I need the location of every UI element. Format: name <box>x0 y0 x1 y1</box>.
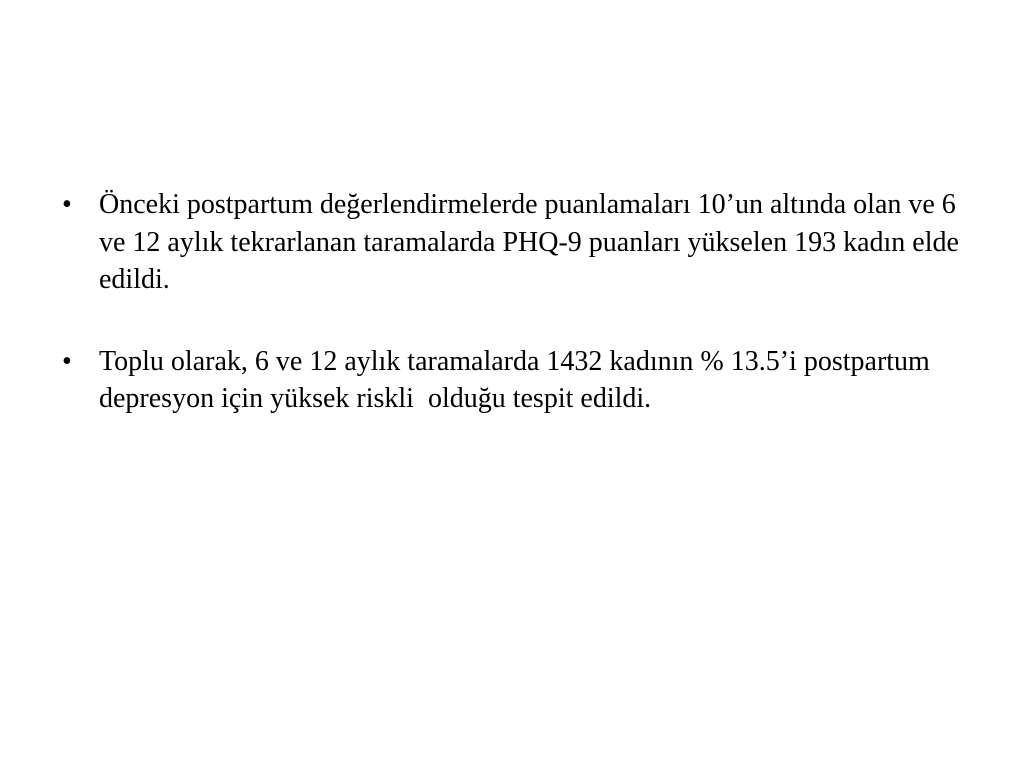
bullet-dot-icon: • <box>62 345 72 377</box>
bullet-text-1: Önceki postpartum değerlendirmelerde puanlamaları 10’un altında olan ve 6 ve 12 aylık tekrarlanan taramalarda PHQ-9 puanları yükselen 193 kadın elde edildi. <box>99 189 966 295</box>
bullet-list <box>62 186 982 462</box>
bullet-item-1 <box>62 186 982 299</box>
bullet-text-2: Toplu olarak, 6 ve 12 aylık taramalarda 1432 kadının % 13.5’i postpartum depresyon için yüksek riskli olduğu tespit edildi. <box>99 345 937 414</box>
bullet-dot-icon: • <box>62 189 72 220</box>
bullet-item-2 <box>62 343 982 418</box>
